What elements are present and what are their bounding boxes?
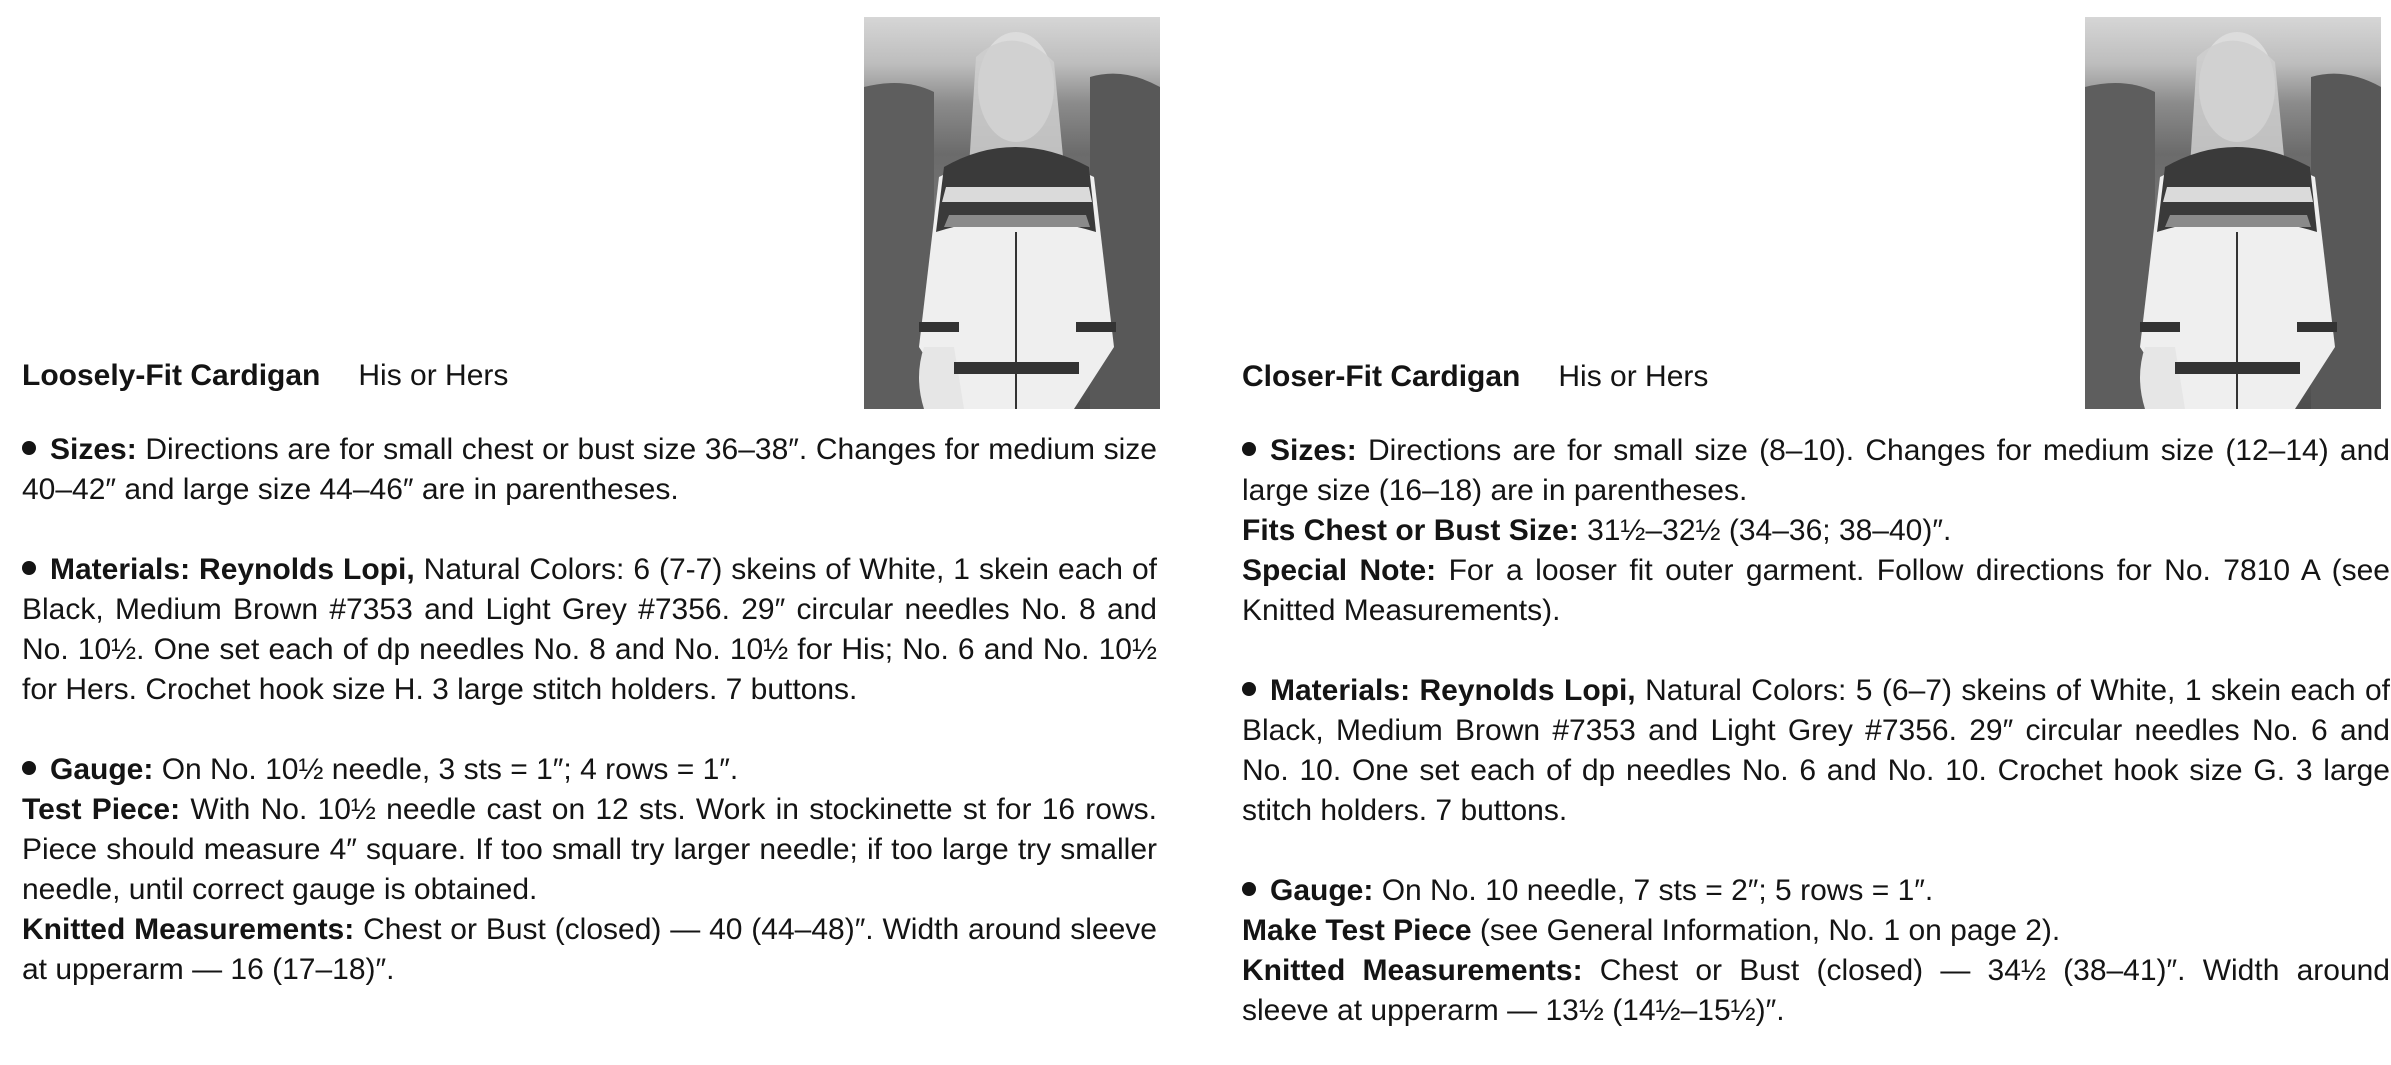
test-piece-text: With No. 10½ needle cast on 12 sts. Work in stockinette st for 16 rows. Piece should measure 4″ square. If too small try larger needle; if too large try smaller needle, until correct gauge is obtained. [22, 793, 1157, 906]
test-piece-paragraph [1242, 911, 2390, 951]
pattern-subtitle: His or Hers [1558, 360, 1709, 393]
gauge-text: On No. 10½ needle, 3 sts = 1″; 4 rows = 1″. [161, 753, 739, 786]
gauge-paragraph [22, 750, 1157, 790]
test-piece-label: Test Piece: [22, 793, 181, 826]
cardigan-figure-illustration [864, 17, 1160, 409]
bullet-icon [1242, 882, 1256, 896]
materials-paragraph [1242, 671, 2390, 831]
sizes-paragraph [1242, 431, 2390, 511]
materials-text: Natural Colors: 5 (6–7) skeins of White, 1 skein each of Black, Medium Brown #7353 and Light Grey #7356. 29″ circular needles No. 6 and No. 10. One set each of dp needles No. 6 and No. 10. Crochet hook size G. 3 large stitch holders. 7 buttons. [1242, 674, 2391, 827]
pattern-title-row [1242, 359, 1708, 395]
knitted-measurements-text: Chest or Bust (closed) — 40 (44–48)″. Width around sleeve at upperarm — 16 (17–18)″. [22, 913, 1157, 986]
knitted-measurements-paragraph [1242, 951, 2390, 1031]
test-piece-text: (see General Information, No. 1 on page 2). [1479, 914, 2061, 947]
pattern-title-row [22, 358, 508, 394]
test-piece-paragraph [22, 790, 1157, 910]
special-note-paragraph [1242, 551, 2390, 631]
materials-paragraph [22, 550, 1157, 710]
pattern-subtitle: His or Hers [358, 359, 509, 392]
sizes-text: Directions are for small chest or bust size 36–38″. Changes for medium size 40–42″ and large size 44–46″ are in parentheses. [22, 433, 1157, 506]
right-pattern-column [1220, 0, 2391, 1065]
pattern-title: Closer-Fit Cardigan [1242, 360, 1521, 393]
fits-text: 31½–32½ (34–36; 38–40)″. [1587, 514, 1952, 547]
bullet-icon [22, 441, 36, 455]
materials-label: Materials: Reynolds Lopi, [1270, 674, 1636, 707]
left-pattern-column [0, 0, 1195, 1065]
sizes-label: Sizes: [1270, 434, 1357, 467]
bullet-icon [22, 761, 36, 775]
pattern-body [1242, 431, 2390, 1031]
special-note-label: Special Note: [1242, 554, 1437, 587]
sizes-paragraph [22, 430, 1157, 510]
cardigan-photo [864, 17, 1160, 409]
knitted-measurements-label: Knitted Measurements: [22, 913, 355, 946]
pattern-title: Loosely-Fit Cardigan [22, 359, 321, 392]
cardigan-figure-illustration [2085, 17, 2381, 409]
materials-label: Materials: Reynolds Lopi, [50, 553, 415, 586]
fits-paragraph [1242, 511, 2390, 551]
fits-label: Fits Chest or Bust Size: [1242, 514, 1579, 547]
sizes-label: Sizes: [50, 433, 137, 466]
cardigan-photo [2085, 17, 2381, 409]
bullet-icon [1242, 442, 1256, 456]
bullet-icon [1242, 682, 1256, 696]
knitted-measurements-label: Knitted Measurements: [1242, 954, 1583, 987]
sizes-text: Directions are for small size (8–10). Changes for medium size (12–14) and large size (16–18) are in parentheses. [1242, 434, 2390, 507]
gauge-label: Gauge: [50, 753, 154, 786]
gauge-label: Gauge: [1270, 874, 1374, 907]
gauge-text: On No. 10 needle, 7 sts = 2″; 5 rows = 1″. [1381, 874, 1934, 907]
test-piece-label: Make Test Piece [1242, 914, 1472, 947]
special-note-text: For a looser fit outer garment. Follow directions for No. 7810 A (see Knitted Measurements). [1242, 554, 2390, 627]
bullet-icon [22, 561, 36, 575]
gauge-paragraph [1242, 871, 2390, 911]
knitted-measurements-paragraph [22, 910, 1157, 990]
knitted-measurements-text: Chest or Bust (closed) — 34½ (38–41)″. Width around sleeve at upperarm — 13½ (14½–15½)″. [1242, 954, 2390, 1027]
materials-text: Natural Colors: 6 (7-7) skeins of White, 1 skein each of Black, Medium Brown #7353 and Light Grey #7356. 29″ circular needles No. 8 and No. 10½. One set each of dp needles No. 8 and No. 10½ for His; No. 6 and No. 10½ for Hers. Crochet hook size H. 3 large stitch holders. 7 buttons. [22, 553, 1157, 706]
pattern-body [22, 430, 1157, 990]
